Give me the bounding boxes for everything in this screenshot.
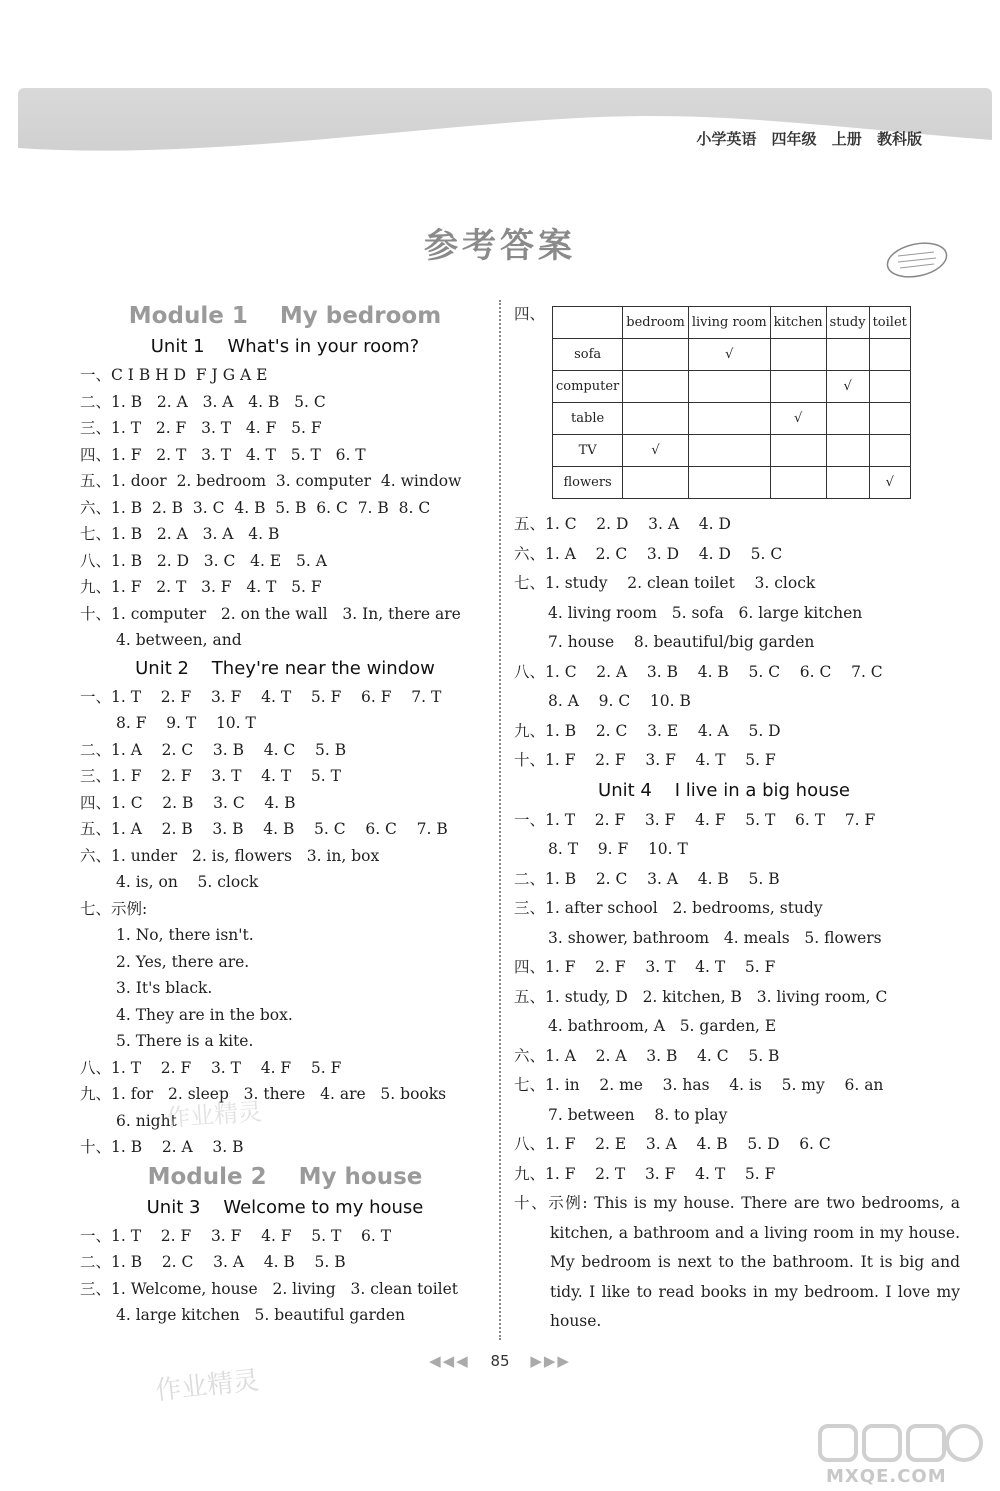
table-cell <box>770 467 826 499</box>
row-item: table <box>553 403 623 435</box>
answer-line: 三、1. Welcome, house 2. living 3. clean toilet <box>80 1279 459 1298</box>
header-wave-decoration <box>18 88 992 160</box>
watermark-text: 作业精灵 <box>165 1097 264 1133</box>
answer-line: 七、1. B 2. A 3. A 4. B <box>80 525 280 543</box>
answer-line: 4. between, and <box>116 631 242 649</box>
table-header: bedroom <box>623 307 689 339</box>
table-cell <box>688 371 770 403</box>
table-cell <box>688 467 770 499</box>
site-logo-icon <box>816 1420 986 1466</box>
answer-line: 十、1. F 2. F 3. F 4. T 5. F <box>514 751 776 769</box>
answer-line: 三、1. after school 2. bedrooms, study <box>514 899 823 917</box>
table-cell <box>869 435 910 467</box>
answer-line: 4. bathroom, A 5. garden, E <box>548 1017 777 1035</box>
answer-line: 3. It's black. <box>116 979 213 997</box>
table-cell <box>688 435 770 467</box>
answer-line: 二、1. A 2. C 3. B 4. C 5. B <box>80 740 347 759</box>
answer-line: 5. There is a kite. <box>116 1032 254 1050</box>
answer-line: 4. They are in the box. <box>116 1005 293 1024</box>
table-row <box>553 467 911 499</box>
answer-line: 八、1. F 2. E 3. A 4. B 5. D 6. C <box>514 1135 831 1153</box>
unit-heading: Unit 2 They're near the window <box>135 657 435 679</box>
stamp-icon <box>884 240 950 280</box>
table-cell <box>770 435 826 467</box>
answer-line: 二、1. B 2. A 3. A 4. B 5. C <box>80 392 326 411</box>
answer-line: 7. between 8. to play <box>548 1105 728 1124</box>
table-header: living room <box>688 307 770 339</box>
answer-line: 二、1. B 2. C 3. A 4. B 5. B <box>80 1253 346 1271</box>
answer-line: 三、1. T 2. F 3. T 4. F 5. F <box>80 419 322 437</box>
table-cell <box>869 371 910 403</box>
answer-line: 九、1. B 2. C 3. E 4. A 5. D <box>514 721 781 740</box>
answer-line: 3. shower, bathroom 4. meals 5. flowers <box>548 928 882 947</box>
answer-line: 六、1. A 2. A 3. B 4. C 5. B <box>514 1046 780 1065</box>
answer-line: 7. house 8. beautiful/big garden <box>548 633 815 651</box>
answer-line: 八、1. C 2. A 3. B 4. B 5. C 6. C 7. C <box>514 662 883 681</box>
header-band <box>18 88 992 160</box>
answer-paragraph: 十、示例: This is my house. There are two bedrooms, a kitchen, a bathroom and a living room in my house. My bedroom is next to the bathroom. It is big and tidy. I like to read books in my bedroom. I love my house. <box>514 1194 960 1330</box>
table-label: 四、 <box>514 305 546 323</box>
answer-line: 六、1. B 2. B 3. C 4. B 5. B 6. C 7. B 8. C <box>80 498 431 517</box>
row-item: TV <box>553 435 623 467</box>
answer-line: 六、1. under 2. is, flowers 3. in, box <box>80 846 380 865</box>
page-title: 参考答案 <box>424 226 576 266</box>
answer-line: 十、1. computer 2. on the wall 3. In, there are <box>80 604 461 623</box>
answer-line: 4. large kitchen 5. beautiful garden <box>116 1306 405 1324</box>
table-row <box>553 403 911 435</box>
answer-line: 五、1. A 2. B 3. B 4. B 5. C 6. C 7. B <box>80 820 448 838</box>
answer-line: 七、1. in 2. me 3. has 4. is 5. my 6. an <box>514 1076 884 1094</box>
check-mark: √ <box>869 467 910 499</box>
answer-line: 八、1. B 2. D 3. C 4. E 5. A <box>80 551 327 570</box>
answer-line: 五、1. study, D 2. kitchen, B 3. living room, C <box>514 987 888 1006</box>
answer-line: 一、1. T 2. F 3. F 4. F 5. T 6. T <box>80 1226 392 1245</box>
answer-line: 十、1. B 2. A 3. B <box>80 1138 244 1156</box>
prev-arrows-icon: ◀◀◀ <box>429 1352 470 1370</box>
answer-line: 三、1. F 2. F 3. T 4. T 5. T <box>80 767 341 785</box>
answer-line: 五、1. C 2. D 3. A 4. D <box>514 515 731 533</box>
answer-line: 四、1. C 2. B 3. C 4. B <box>80 793 296 812</box>
answer-line: 一、C I B H D F J G A E <box>80 366 268 384</box>
answer-line: 4. living room 5. sofa 6. large kitchen <box>548 603 863 622</box>
unit-heading: Unit 1 What's in your room? <box>150 336 420 357</box>
check-mark: √ <box>688 339 770 371</box>
column-divider <box>499 300 501 1340</box>
answer-line: 4. is, on 5. clock <box>116 873 259 891</box>
table-cell <box>623 467 689 499</box>
module-heading: Module 2 My house <box>147 1163 423 1190</box>
row-item: flowers <box>553 467 623 499</box>
table-cell <box>770 339 826 371</box>
answer-line: 七、1. study 2. clean toilet 3. clock <box>514 574 816 592</box>
answer-line: 五、1. door 2. bedroom 3. computer 4. window <box>80 472 462 490</box>
answer-line: 九、1. F 2. T 3. F 4. T 5. F <box>514 1164 776 1183</box>
unit-heading: Unit 4 I live in a big house <box>598 779 850 801</box>
module-heading: Module 1 My bedroom <box>128 303 442 329</box>
check-mark: √ <box>826 371 869 403</box>
table-cell <box>826 339 869 371</box>
table-cell <box>623 403 689 435</box>
table-header: kitchen <box>770 307 826 339</box>
check-mark: √ <box>770 403 826 435</box>
check-mark: √ <box>623 435 689 467</box>
answer-line: 6. night <box>116 1111 177 1130</box>
table-row <box>553 371 911 403</box>
right-column <box>514 510 960 1337</box>
book-info: 小学英语 四年级 上册 教科版 <box>696 130 922 148</box>
table-header <box>553 307 623 339</box>
answer-line: 九、1. for 2. sleep 3. there 4. are 5. books <box>80 1085 447 1103</box>
answer-line: 四、1. F 2. T 3. T 4. T 5. T 6. T <box>80 445 366 464</box>
page-footer <box>0 1352 1000 1370</box>
answer-line: 8. F 9. T 10. T <box>116 714 256 732</box>
table-header: toilet <box>869 307 910 339</box>
row-item: computer <box>553 371 623 403</box>
table-cell <box>826 435 869 467</box>
table-cell <box>770 371 826 403</box>
table-row <box>553 435 911 467</box>
next-arrows-icon: ▶▶▶ <box>530 1352 571 1370</box>
answer-line: 1. No, there isn't. <box>116 926 254 944</box>
row-item: sofa <box>553 339 623 371</box>
table-cell <box>826 467 869 499</box>
table-cell <box>623 339 689 371</box>
table-cell <box>688 403 770 435</box>
site-url: MXQE.COM <box>826 1466 947 1487</box>
answer-line: 六、1. A 2. C 3. D 4. D 5. C <box>514 544 783 563</box>
answer-line: 8. T 9. F 10. T <box>548 840 688 858</box>
page-number: 85 <box>490 1352 510 1370</box>
answer-line: 2. Yes, there are. <box>116 952 250 971</box>
watermark-text: 作业精灵 <box>153 1365 261 1407</box>
answer-line: 一、1. T 2. F 3. F 4. T 5. F 6. F 7. T <box>80 687 442 706</box>
table-cell <box>826 403 869 435</box>
answer-line: 七、示例: <box>80 899 148 918</box>
table-cell <box>869 403 910 435</box>
table-row <box>553 339 911 371</box>
table-header: study <box>826 307 869 339</box>
answer-line: 八、1. T 2. F 3. T 4. F 5. F <box>80 1058 342 1077</box>
answer-line: 二、1. B 2. C 3. A 4. B 5. B <box>514 869 780 888</box>
answer-line: 四、1. F 2. F 3. T 4. T 5. F <box>514 958 776 976</box>
answer-line: 九、1. F 2. T 3. F 4. T 5. F <box>80 578 322 596</box>
unit-heading: Unit 3 Welcome to my house <box>146 1196 424 1218</box>
table-cell <box>623 371 689 403</box>
left-column <box>80 300 490 1329</box>
answer-line: 一、1. T 2. F 3. F 4. F 5. T 6. T 7. F <box>514 810 876 829</box>
answer-line: 8. A 9. C 10. B <box>548 692 691 710</box>
rooms-table <box>552 306 911 499</box>
table-cell <box>869 339 910 371</box>
